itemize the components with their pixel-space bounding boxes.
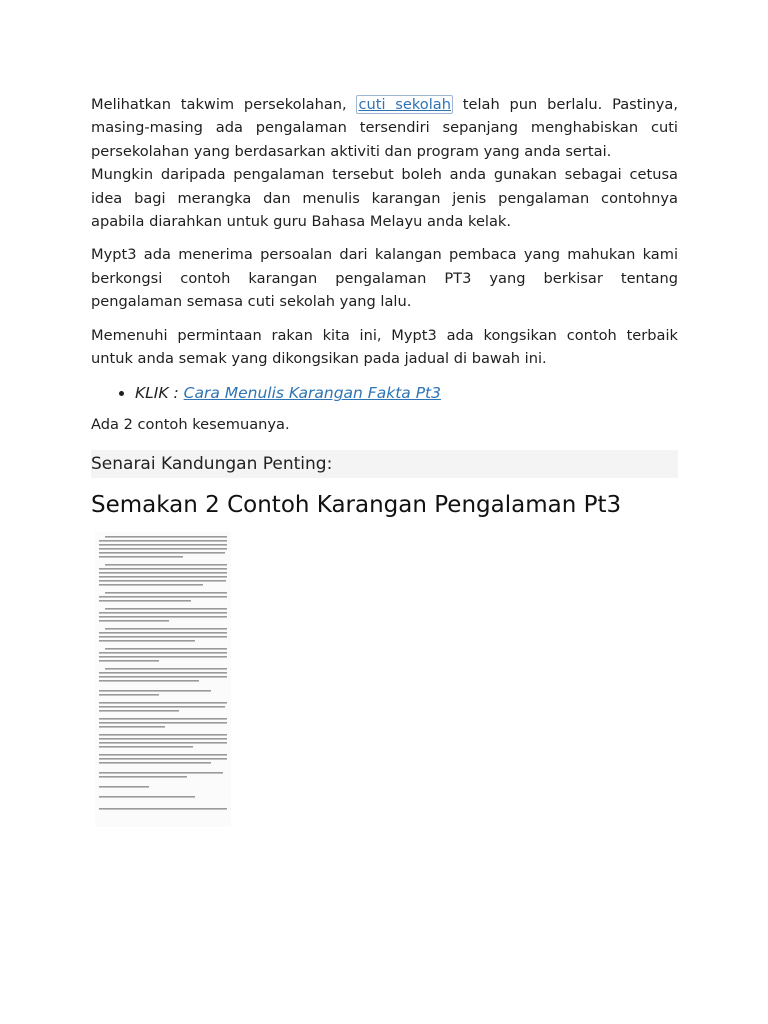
link-list xyxy=(91,381,678,405)
intro-text-start: Melihatkan takwim persekolahan, xyxy=(91,96,357,113)
list-item xyxy=(135,381,678,405)
cara-menulis-link[interactable]: Cara Menulis Karangan Fakta Pt3 xyxy=(183,384,441,403)
essay-scan-image xyxy=(95,532,231,827)
intro-text-end: telah pun berlalu. Pastinya, masing-masing ada pengalaman tersendiri sepanjang menghabiskan cuti persekolahan yang berdasarkan aktiviti dan program yang anda sertai. xyxy=(91,96,679,160)
toc-heading: Senarai Kandungan Penting: xyxy=(91,450,678,478)
klik-label: KLIK : xyxy=(135,384,184,403)
article-body xyxy=(91,93,678,520)
essay-scan-lines xyxy=(95,532,231,827)
count-note: Ada 2 contoh kesemuanya. xyxy=(91,416,290,434)
paragraph-share: Memenuhi permintaan rakan kita ini, Mypt3 ada kongsikan contoh terbaik untuk anda semak yang dikongsikan pada jadual di bawah ini. xyxy=(91,326,678,368)
section-title: Semakan 2 Contoh Karangan Pengalaman Pt3 xyxy=(91,491,622,518)
paragraph-request: Mypt3 ada menerima persoalan dari kalangan pembaca yang mahukan kami berkongsi contoh karangan pengalaman PT3 yang berkisar tentang pengalaman semasa cuti sekolah yang lalu. xyxy=(91,246,678,311)
paragraph-intro xyxy=(91,93,678,163)
cuti-sekolah-link[interactable]: cuti sekolah xyxy=(358,96,451,113)
paragraph-idea: Mungkin daripada pengalaman tersebut boleh anda gunakan sebagai cetusa idea bagi merangka dan menulis karangan jenis pengalaman contohnya apabila diarahkan untuk guru Bahasa Melayu anda kelak. xyxy=(91,166,678,231)
